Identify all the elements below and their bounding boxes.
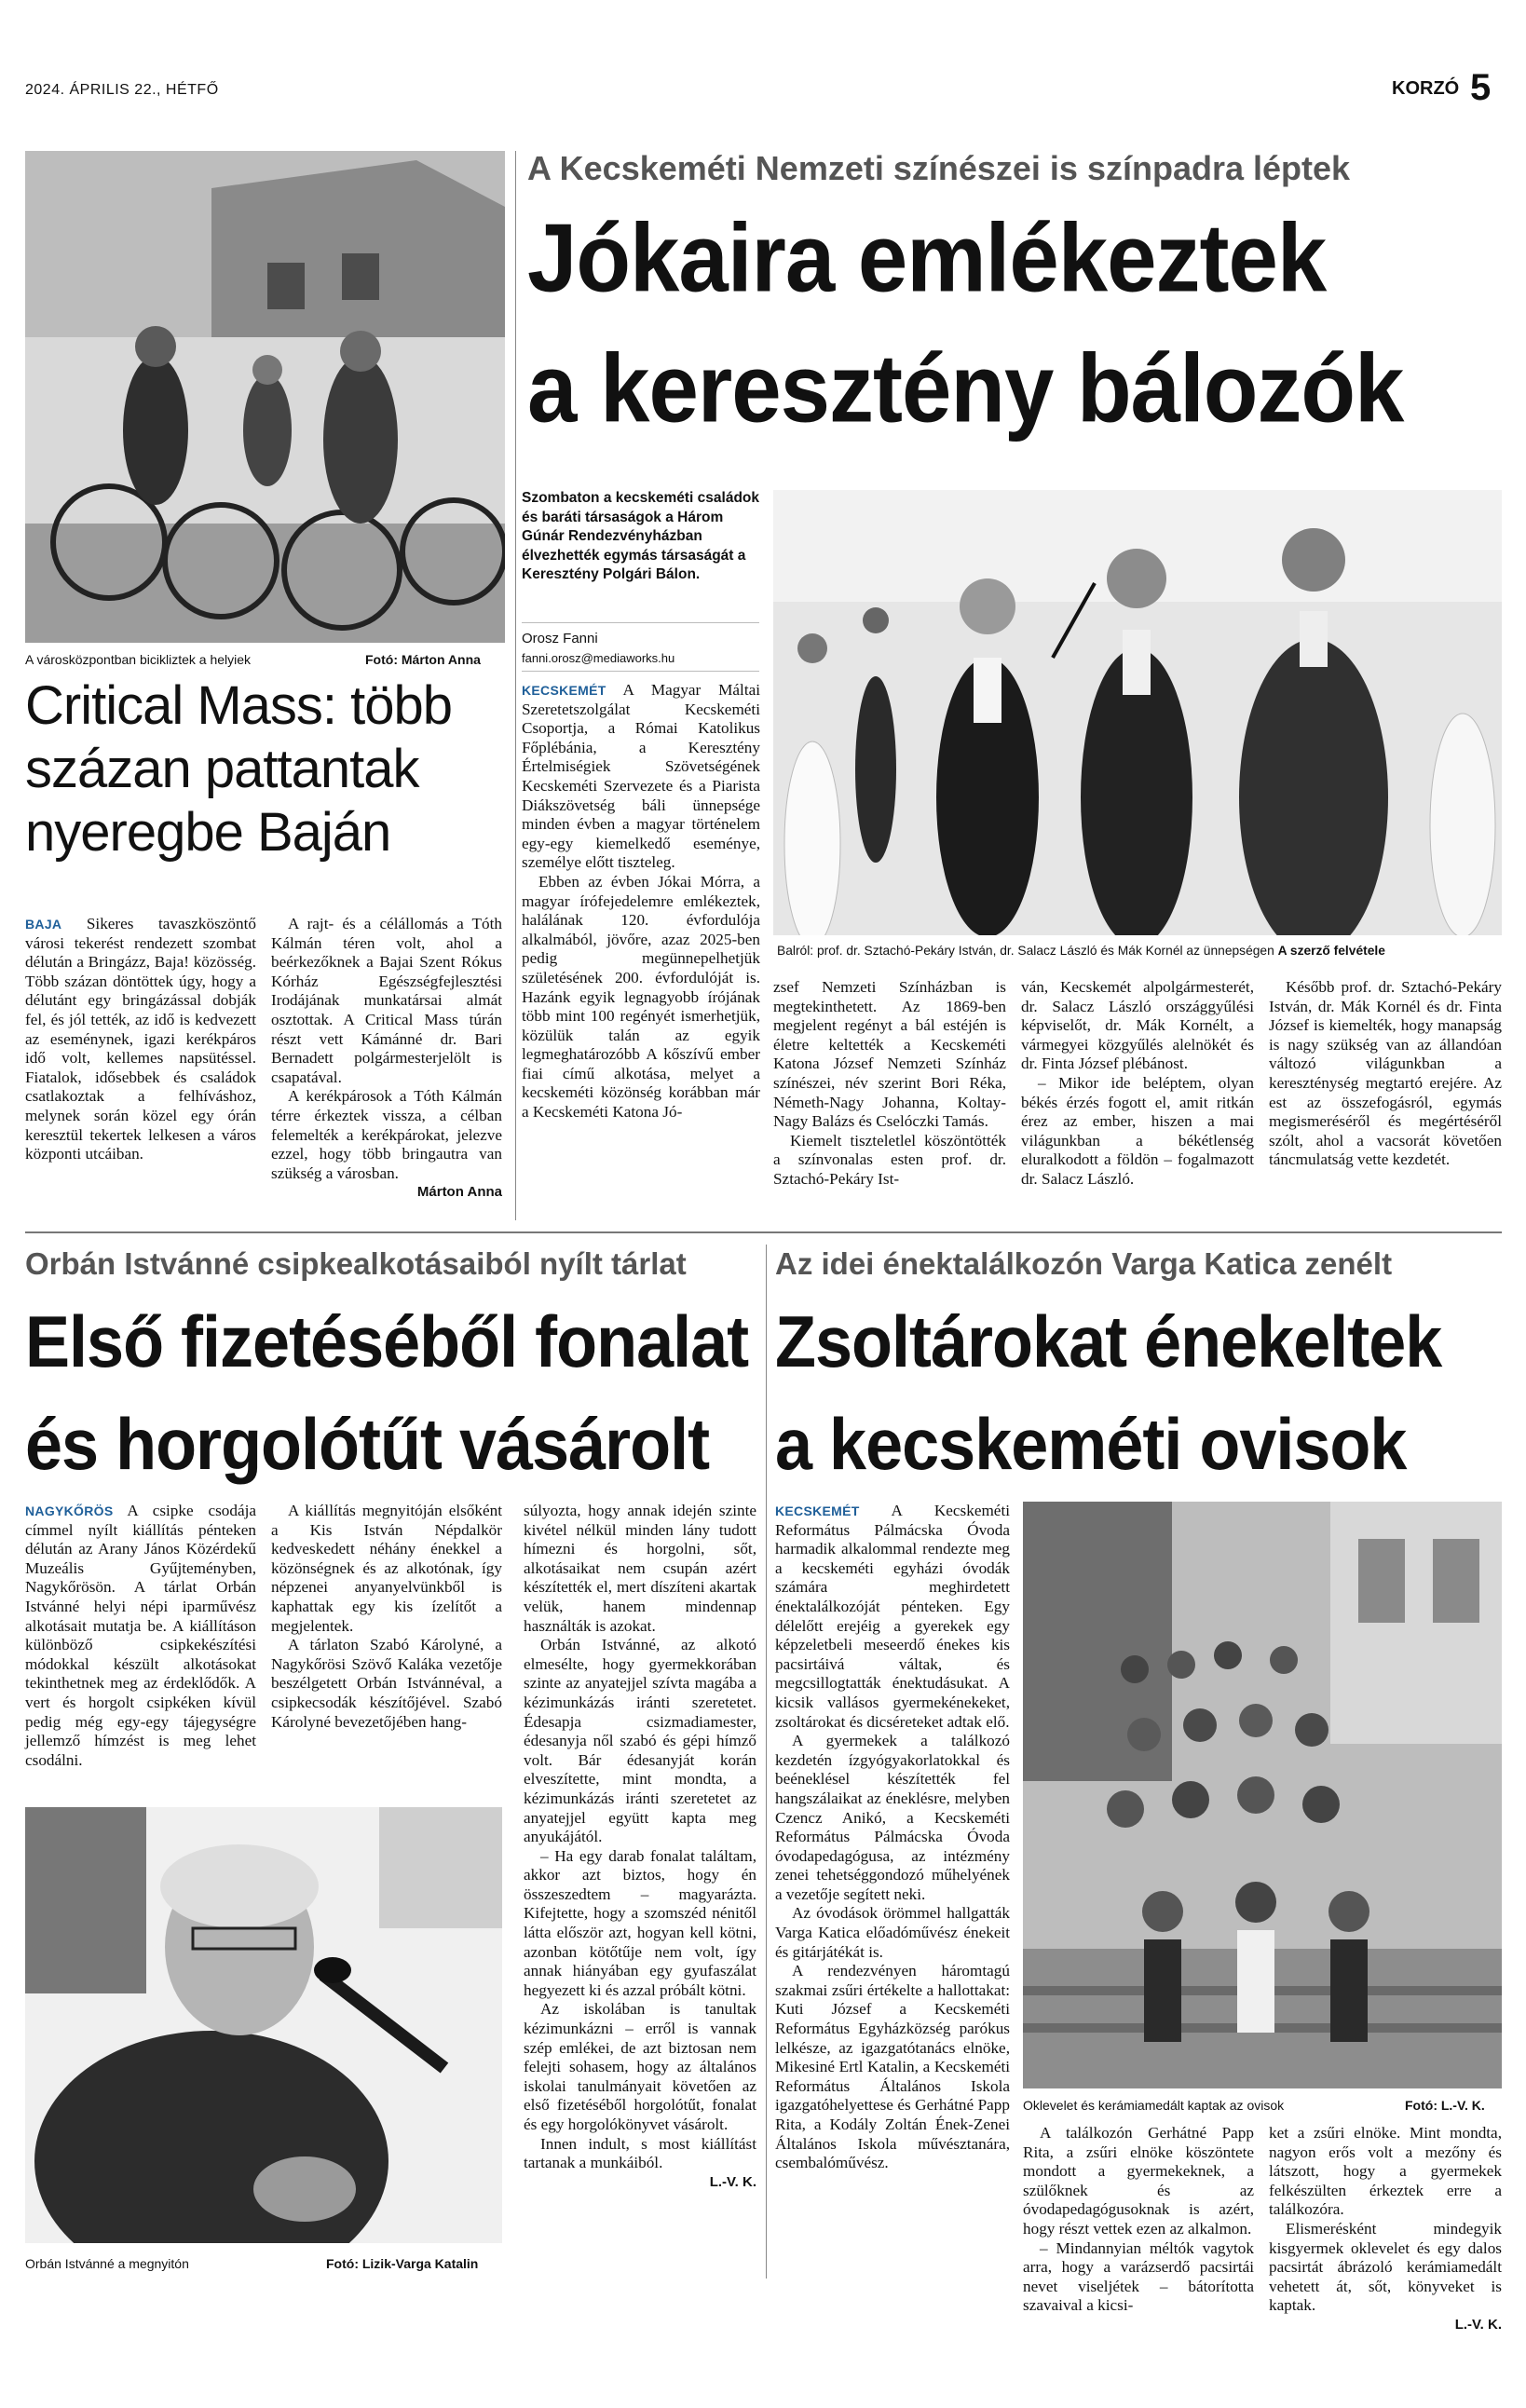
orban-p8: Innen indult, s most kiállítást tartanak a munkáiból. — [524, 2134, 756, 2172]
jokai-email: fanni.orosz@mediaworks.hu — [522, 651, 675, 665]
jokai-lead-rule — [522, 622, 759, 623]
critical-mass-author: Márton Anna — [416, 1184, 502, 1201]
orban-kicker: Orbán Istvánné csipkealkotásaiból nyílt tárlat — [25, 1246, 687, 1281]
bicycle-photo-credit: Fotó: Márton Anna — [365, 652, 481, 667]
ovisok-p1: A Kecskeméti Református Pálmácska Óvoda harmadik alkalommal rendezte meg a kecskeméti egyházi óvodák számára meghirdetett énektalálkozóját pénteken. Egy délelőtt erejéig a gyerekek egy képzeletbeli meseerdő énekes kis pacsirtáivá váltak, és megcsillogtatták énektudásukat. A kicsik vallásos gyermekénekeket, zsoltárokat és dicséreteket adtak elő. — [775, 1502, 1010, 1731]
orban-p2: A kiállítás megnyitóján elsőként a Kis István Népdalkör kedveskedett néhány énekkel a közönségnek és az alkotónak, így népzenei anyanyelvünkből is kaphattak egy kis ízelítőt a megjelentek. — [271, 1502, 502, 1635]
ball-photo — [773, 490, 1502, 935]
ovisok-col-3 — [1269, 2124, 1502, 2335]
ovisok-photo — [1023, 1502, 1502, 2088]
ball-photo-caption-text: Balról: prof. dr. Sztachó-Pekáry István, dr. Salacz László és Mák Kornél az ünnepségen — [777, 944, 1274, 958]
orban-col-3 — [524, 1502, 756, 2192]
jokai-dateline: KECSKEMÉT — [522, 683, 606, 698]
jokai-col-2 — [773, 978, 1006, 1190]
orban-dateline: NAGYKŐRÖS — [25, 1503, 114, 1518]
ovisok-dateline: KECSKEMÉT — [775, 1503, 860, 1518]
critical-mass-p1: Sikeres tavaszköszöntő városi tekerést rendezett szombat délután a Bringázz, Baja! közösség. Több százan döntöttek úgy, hogy a délutánt egy bringázással dobják fel, és jól tették, az idő is kedvezett az eseménynek, igazi kerékpáros idő volt, kellemes napsütéssel. Fiatalok, idősebbek és családok csatlakoztak a felhíváshoz, melynek során közel egy órán keresztül tekertek lelkesen a város központi utcáiban. — [25, 915, 256, 1163]
ovisok-p8: Elismerésként mindegyik kisgyermek oklevelet és egy dalos pacsirtát ábrázoló kerámiamedált vehetett át, sőt, könyveket is kaptak. — [1269, 2219, 1502, 2315]
ovisok-p2: A gyermekek a találkozó kezdetén ízgyógyakorlatokkal és beéneklésel készítették fel hangszálaikat az éneklésre, melyben Czencz Anikó, a Kecskeméti Református Pálmácska Óvoda óvodapedagógusa, az intézmény zenei tehetséggondozó műhelyének a vezetője segített neki. — [775, 1732, 1010, 1903]
jokai-col-4 — [1269, 978, 1502, 1170]
jokai-headline-line1: Jókaira emlékeztek — [527, 204, 1327, 313]
page-number: 5 — [1470, 67, 1492, 108]
bicycle-photo-caption: A városközpontban bicikliztek a helyiek — [25, 652, 252, 667]
orban-author: L.-V. K. — [709, 2173, 756, 2190]
critical-mass-p2: A rajt- és a célállomás a Tóth Kálmán téren volt, ahol a beérkezőknek a Bajai Szent Rókus Kórház Egészségfejlesztési Irodájának munkatársai almát osztottak. A Critical Mass túrán részt vett Kámánné dr. Bari Bernadett polgármesterjelölt is csapatával. — [271, 915, 502, 1086]
ovisok-p4: A rendezvényen háromtagú szakmai zsűri értékelte a hallottakat: Kuti József a Kecskeméti Református Egyházközség parókus lelkésze, az igazgatótanács elnöke, Mikesiné Ertl Katalin, a Kecskeméti Református Általános Iskola igazgatóhelyettese és Gerhátné Papp Rita, a Kodály Zoltán Ének-Zenei Általános Iskola művésztanára, csembalóművész. — [775, 1962, 1010, 2172]
jokai-kicker: A Kecskeméti Nemzeti színészei is színpadra léptek — [527, 149, 1351, 187]
orban-headline-line1: Első fizetéséből fonalat — [25, 1302, 749, 1383]
critical-mass-dateline: BAJA — [25, 917, 62, 932]
orban-p5: Orbán Istvánné, az alkotó elmesélte, hogy gyermekkorában szinte az anyatejjel szívta magába a kézimunkázás iránti szeretetet. Édesapja csizmadiamester, édesanyja nől szabó és gépi hímző volt. Bár édesanyját korán elveszítette, mint mondta, a kézimunkázás iránti szeretetet az anyatejjel együtt kapta meg anyukájától. — [524, 1636, 756, 1846]
orban-col-1 — [25, 1502, 256, 1770]
ovisok-photo-credit: Fotó: L.-V. K. — [1405, 2098, 1485, 2113]
ovisok-author: L.-V. K. — [1454, 2316, 1502, 2333]
jokai-p3: zsef Nemzeti Színházban is megtekinthetett. Az 1869-ben megjelent regényt a bál estéjén is életre keltették a Kecskeméti Katona József Nemzeti Színház színészei, név szerint Bori Réka, Németh-Nagy Johanna, Koltay-Nagy Balázs és Cselóczki Tamás. — [773, 978, 1006, 1131]
jokai-p7: Később prof. dr. Sztachó-Pekáry István, dr. Mák Kornél és dr. Finta József is kiemelték, hogy manapság is nagy szükség van az állandóan változó világunkban a kereszténység megtartó erejére. Az est az összefogásról, egymás megismeréséről és megértéséről szólt, ahol a vacsorát követően táncmulatság vette kezdetét. — [1269, 978, 1502, 1169]
ovisok-col-2 — [1023, 2124, 1254, 2316]
orban-headline-line2: és horgolótűt vásárolt — [25, 1405, 710, 1486]
ball-photo-caption — [777, 944, 1385, 958]
critical-mass-headline: Critical Mass: több százan pattantak nyeregbe Baján — [25, 675, 453, 863]
orban-photo — [25, 1807, 502, 2243]
ovisok-p5: A találkozón Gerhátné Papp Rita, a zsűri elnöke köszöntete mondott a gyermekeknek, a szülőknek és az óvodapedagógusoknak is azért, hogy részt vettek ezen az alkalmon. — [1023, 2124, 1254, 2238]
critical-mass-col-2 — [271, 915, 502, 1203]
ovisok-p3: Az óvodások örömmel hallgatták Varga Katica előadóművész énekeit és gitárjátékát is. — [775, 1904, 1010, 1961]
critical-mass-p3: A kerékpárosok a Tóth Kálmán térre érkeztek vissza, a célban felemelték a kerékpárokat, jelezve ezzel, hogy több bringautra van szükség a városban. — [271, 1087, 502, 1182]
ovisok-headline-line2: a kecskeméti ovisok — [775, 1405, 1407, 1486]
jokai-p1: A Magyar Máltai Szeretetszolgálat Kecskeméti Csoportja, a Római Katolikus Főplébánia, a Keresztény Értelmiségiek Szövetségének Kecskeméti Szervezete és a Piarista Diákszövetség báli ünnepsége minden évben a magyar történelem egy-egy kiemelkedő eseménye, személye előtt tiszteleg. — [522, 681, 760, 872]
column-divider-top — [515, 151, 516, 1220]
orban-p4: súlyozta, hogy annak idején szinte kivétel nélkül minden lány tudott hímezni és horgolni, sőt, alkotásaikat nem csupán azért készítették el, mert díszíteni akartak velük, hanem mindennap használták is azokat. — [524, 1502, 756, 1635]
orban-p3: A tárlaton Szabó Károlyné, a Nagykőrösi Szövő Kaláka vezetője beszélgetett Orbán Istvánnéval, a csipkecsodák készítőjével. Szabó Károlyné bevezetőjében hang- — [271, 1636, 502, 1731]
issue-date: 2024. ÁPRILIS 22., HÉTFŐ — [25, 82, 219, 98]
ovisok-kicker: Az idei énektalálkozón Varga Katica zenélt — [775, 1246, 1393, 1281]
ovisok-col-1 — [775, 1502, 1010, 2173]
orban-photo-caption: Orbán Istvánné a megnyitón — [25, 2256, 189, 2271]
jokai-headline-line2: a keresztény bálozók — [527, 334, 1404, 443]
jokai-p6: – Mikor ide beléptem, olyan békés érzés fogott el, amit ritkán érez az ember, hiszen a mai világunkban a békétlenség eluralkodott a földön – fogalmazott dr. Salacz László. — [1021, 1073, 1254, 1188]
ovisok-photo-caption: Oklevelet és kerámiamedált kaptak az ovisok — [1023, 2098, 1285, 2113]
orban-col-2 — [271, 1502, 502, 1732]
orban-p6: – Ha egy darab fonalat találtam, akkor azt biztos, hogy én összeszedtem – magyarázta. Kifejtette, hogy a szomszéd nénitől látta először azt, hogyan kell kötni, azonban kötőtűje nem volt, így annak hiányában egy gyufaszálat hegyezett ki és azzal próbált kötni. — [524, 1846, 756, 1999]
ovisok-headline-line1: Zsoltárokat énekeltek — [775, 1302, 1442, 1383]
orban-p1: A csipke csodája címmel nyílt kiállítás pénteken délután az Arany János Közérdekű Muzeális Gyűjteményben, Nagykőrösön. A tárlat Orbán Istvánné helyi népi iparművész alkotásait mutatja be. A kiállításon különböző csipkekészítési módokkal készült alkotásokat tekinthetnek meg az érdeklődők. A vert és horgolt csipkéken kívül pedig még egy-egy tájegységre jellemző hímzést is meg lehet csodálni. — [25, 1502, 256, 1769]
orban-photo-credit: Fotó: Lizik-Varga Katalin — [326, 2256, 479, 2271]
jokai-col-1 — [522, 681, 760, 1122]
jokai-lead: Szombaton a kecskeméti családok és baráti társaságok a Három Gúnár Rendezvényházban élvezhették egymás társaságát a Keresztény Polgári Bálon. — [522, 490, 760, 582]
column-divider-bottom — [766, 1245, 767, 2279]
orban-p7: Az iskolában is tanultak kézimunkázni – erről is vannak szép emlékei, de azt biztosan nem felejti sohasem, hogy az általános iskolai tanulmányait követően az első fizetéséből horgolótűt, fonalat és egy horgolókönyvet vásárolt. — [524, 2000, 756, 2133]
ball-photo-credit: A szerző felvétele — [1277, 944, 1385, 958]
ovisok-p7: ket a zsűri elnöke. Mint mondta, nagyon erős volt a mezőny és látszott, hogy a gyermekek felkészülten érkeztek erre a találkozóra. — [1269, 2124, 1502, 2219]
critical-mass-col-1 — [25, 915, 256, 1164]
jokai-p2: Ebben az évben Jókai Mórra, a magyar írófejedelemre emlékeztek, halálának 120. évfordulója alkalmából, jövőre, azaz 2025-ben pedig megünnepelhetjük születésének 200. évfordulóját is. Hazánk egyik legnagyobb írójának több mint 100 regényét ismerhetjük, közülük talán az egyik legmeghatározóbb A kőszívű ember fiai című alkotása, melyet a kecskeméti közönség korábban már a Kecskeméti Katona Jó- — [522, 872, 760, 1122]
ovisok-p6: – Mindannyian méltók vagytok arra, hogy a varázserdő pacsirtái nevet viseljétek – bátorította szavaival a kicsi- — [1023, 2238, 1254, 2315]
section-name: KORZÓ — [1392, 78, 1460, 99]
jokai-p4: Kiemelt tiszteletlel köszöntötték a színvonalas esten prof. dr. Sztachó-Pekáry Ist- — [773, 1131, 1006, 1188]
jokai-col-3 — [1021, 978, 1254, 1190]
jokai-author-rule — [522, 671, 759, 672]
jokai-author: Orosz Fanni — [522, 631, 598, 646]
bicycle-photo — [25, 151, 505, 643]
jokai-p5: ván, Kecskemét alpolgármesterét, dr. Salacz László országgyűlési képviselőt, dr. Mák Kornélt, a vármegyei közgyűlés alelnökét és dr. Finta József plébánost. — [1021, 978, 1254, 1073]
horizontal-divider — [25, 1231, 1502, 1233]
